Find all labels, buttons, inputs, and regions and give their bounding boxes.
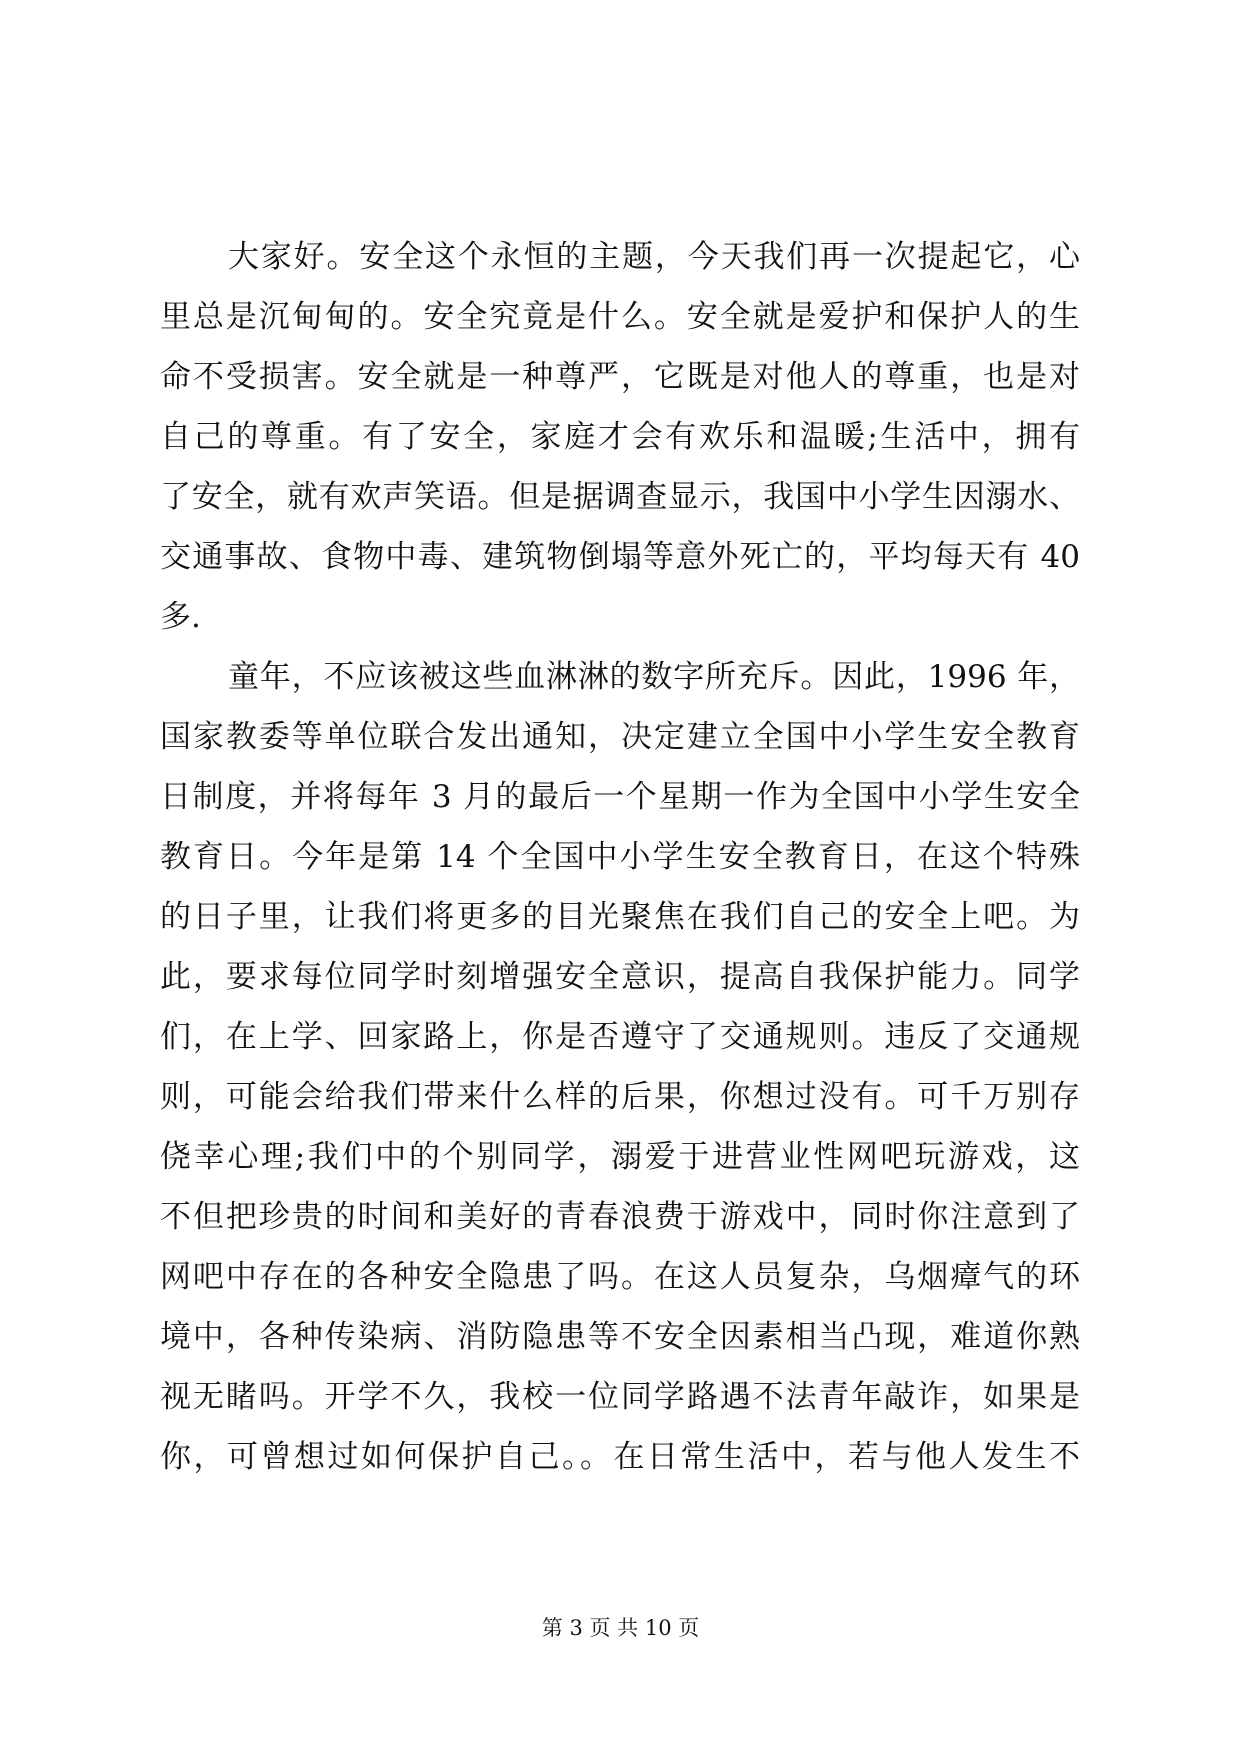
text-line: 侥幸心理;我们中的个别同学，溺爱于进营业性网吧玩游戏，这 (160, 1139, 1080, 1175)
text-line: 多. (160, 599, 201, 635)
document-body (160, 227, 1080, 1487)
text-line: 交通事故、食物中毒、建筑物倒塌等意外死亡的，平均每天有 40 (160, 539, 1080, 575)
text-line: 境中，各种传染病、消防隐患等不安全因素相当凸现，难道你熟 (160, 1319, 1080, 1355)
paragraph (160, 227, 1080, 647)
text-line: 网吧中存在的各种安全隐患了吗。在这人员复杂，乌烟瘴气的环 (160, 1259, 1080, 1295)
text-line: 自己的尊重。有了安全，家庭才会有欢乐和温暖;生活中，拥有 (160, 419, 1080, 455)
text-line: 国家教委等单位联合发出通知，决定建立全国中小学生安全教育 (160, 719, 1080, 755)
text-line: 大家好。安全这个永恒的主题，今天我们再一次提起它，心 (228, 239, 1080, 275)
text-line: 不但把珍贵的时间和美好的青春浪费于游戏中，同时你注意到了 (160, 1199, 1080, 1235)
text-line: 你，可曾想过如何保护自己。。在日常生活中，若与他人发生不 (160, 1439, 1080, 1475)
text-line: 们，在上学、回家路上，你是否遵守了交通规则。违反了交通规 (160, 1019, 1080, 1055)
text-line: 视无睹吗。开学不久，我校一位同学路遇不法青年敲诈，如果是 (160, 1379, 1080, 1415)
text-line: 此，要求每位同学时刻增强安全意识，提高自我保护能力。同学 (160, 959, 1080, 995)
text-line: 教育日。今年是第 14 个全国中小学生安全教育日，在这个特殊 (160, 839, 1080, 875)
text-line: 则，可能会给我们带来什么样的后果，你想过没有。可千万别存 (160, 1079, 1080, 1115)
text-line: 命不受损害。安全就是一种尊严，它既是对他人的尊重，也是对 (160, 359, 1080, 395)
page-number-footer: 第 3 页 共 10 页 (541, 1616, 700, 1640)
text-line: 的日子里，让我们将更多的目光聚焦在我们自己的安全上吧。为 (160, 899, 1080, 935)
paragraph (160, 647, 1080, 1487)
text-line: 童年，不应该被这些血淋淋的数字所充斥。因此，1996 年， (228, 659, 1080, 695)
text-line: 里总是沉甸甸的。安全究竟是什么。安全就是爱护和保护人的生 (160, 299, 1080, 335)
text-line: 了安全，就有欢声笑语。但是据调查显示，我国中小学生因溺水、 (160, 479, 1080, 515)
text-line: 日制度，并将每年 3 月的最后一个星期一作为全国中小学生安全 (160, 779, 1080, 815)
